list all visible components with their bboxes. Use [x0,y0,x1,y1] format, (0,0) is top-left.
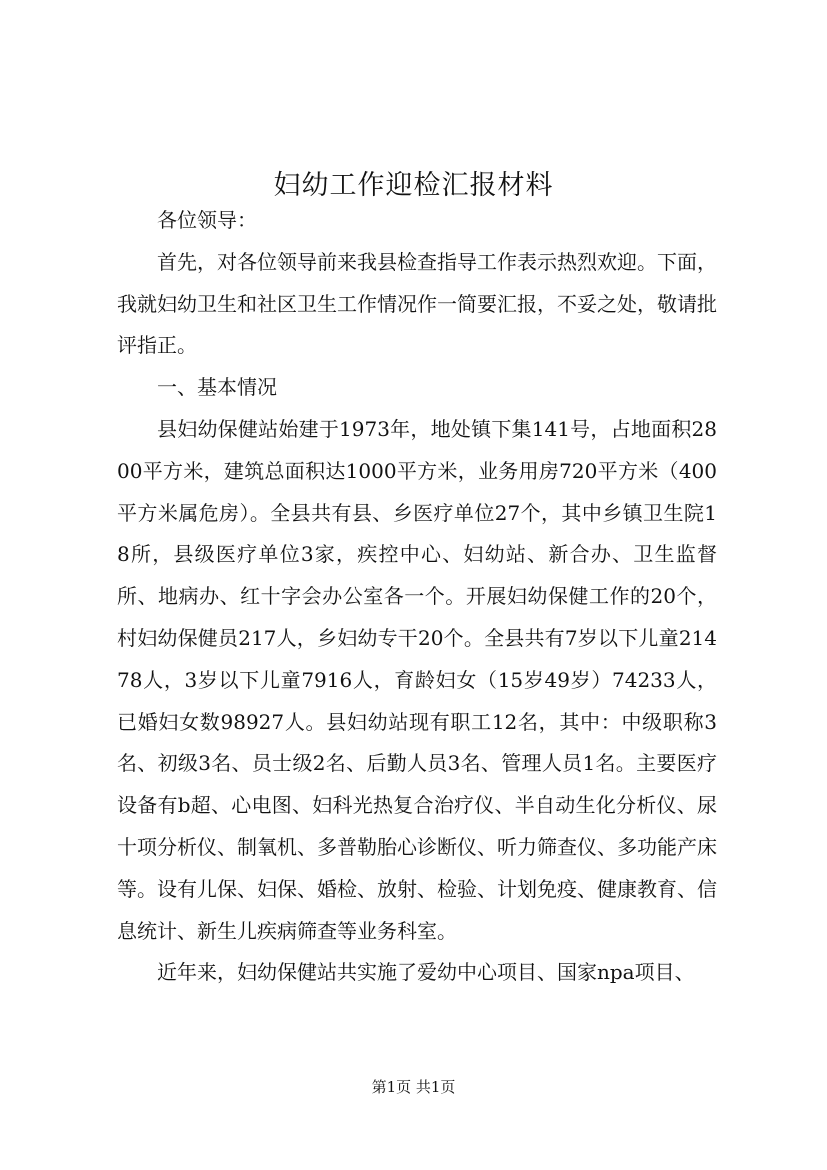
recent-years-paragraph: 近年来，妇幼保健站共实施了爱幼中心项目、国家npa项目、 [157,960,695,985]
page-footer: 第1页 共1页 [371,1078,456,1096]
intro-paragraph: 首先，对各位领导前来我县检查指导工作表示热烈欢迎。下面，我就妇幼卫生和社区卫生工作情况作一简要汇报，不妥之处，敬请批评指正。 [117,249,717,358]
salutation: 各位领导： [157,208,257,232]
basic-info-paragraph: 县妇幼保健站始建于1973年，地处镇下集141号，占地面积2800平方米，建筑总面积达1000平方米，业务用房720平方米（400平方米属危房）。全县共有县、乡医疗单位27个，其中乡镇卫生院18所，县级医疗单位3家，疾控中心、妇幼站、新合办、卫生监督所、地病办、红十字会办公室各一个。开展妇幼保健工作的20个，村妇幼保健员217人，乡妇幼专干20个。全县共有7岁以下儿童21478人，3岁以下儿童7916人，育龄妇女（15岁49岁）74233人，已婚妇女数98927人。县妇幼站现有职工12名，其中：中级职称3名、初级3名、员士级2名、后勤人员3名、管理人员1名。主要医疗设备有b超、心电图、妇科光热复合治疗仪、半自动生化分析仪、尿十项分析仪、制氧机、多普勒胎心诊断仪、听力筛查仪、多功能产床等。设有儿保、妇保、婚检、放射、检验、计划免疫、健康教育、信息统计、新生儿疾病筛查等业务科室。 [117,416,717,943]
section-heading: 一、基本情况 [157,375,277,400]
document-body [117,200,717,994]
document-title: 妇幼工作迎检汇报材料 [273,170,554,202]
